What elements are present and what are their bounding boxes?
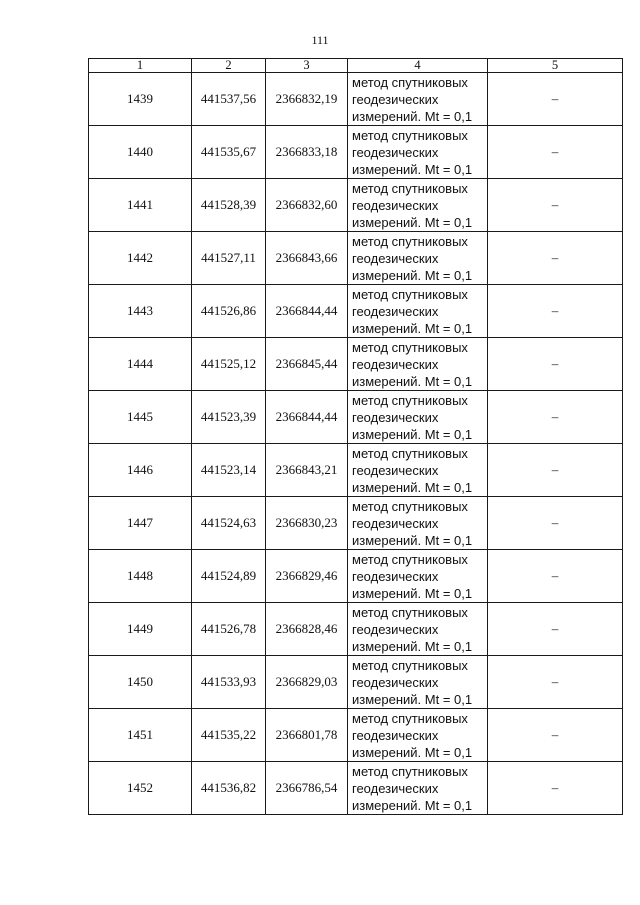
y-coordinate-cell: 2366829,46 [266, 550, 348, 603]
method-line: измерений. Mt = 0,1 [352, 373, 473, 389]
y-coordinate-cell: 2366832,19 [266, 73, 348, 126]
table-row [89, 444, 623, 497]
table-row [89, 179, 623, 232]
description-cell: – [488, 656, 623, 709]
method-line: геодезических [352, 462, 439, 478]
method-line: геодезических [352, 515, 439, 531]
method-cell [348, 179, 488, 232]
y-coordinate-cell: 2366845,44 [266, 338, 348, 391]
method-line: измерений. Mt = 0,1 [352, 426, 473, 442]
x-coordinate-cell: 441533,93 [192, 656, 266, 709]
point-number-cell: 1442 [89, 232, 192, 285]
method-line: метод спутниковых [352, 604, 468, 620]
y-coordinate-cell: 2366829,03 [266, 656, 348, 709]
column-header: 3 [266, 59, 348, 73]
column-header: 1 [89, 59, 192, 73]
point-number-cell: 1446 [89, 444, 192, 497]
method-cell [348, 762, 488, 815]
column-header: 5 [488, 59, 623, 73]
method-cell [348, 126, 488, 179]
y-coordinate-cell: 2366833,18 [266, 126, 348, 179]
point-number-cell: 1451 [89, 709, 192, 762]
method-line: измерений. Mt = 0,1 [352, 691, 473, 707]
point-number-cell: 1445 [89, 391, 192, 444]
method-line: измерений. Mt = 0,1 [352, 214, 473, 230]
x-coordinate-cell: 441523,14 [192, 444, 266, 497]
y-coordinate-cell: 2366843,66 [266, 232, 348, 285]
method-line: метод спутниковых [352, 286, 468, 302]
coordinates-table [88, 58, 623, 815]
point-number-cell: 1441 [89, 179, 192, 232]
method-cell [348, 285, 488, 338]
method-line: геодезических [352, 409, 439, 425]
table-header-row [89, 59, 623, 73]
description-cell: – [488, 391, 623, 444]
table-row [89, 656, 623, 709]
table-row [89, 232, 623, 285]
description-cell: – [488, 709, 623, 762]
table-row [89, 709, 623, 762]
x-coordinate-cell: 441524,89 [192, 550, 266, 603]
description-cell: – [488, 603, 623, 656]
x-coordinate-cell: 441535,67 [192, 126, 266, 179]
method-line: метод спутниковых [352, 74, 468, 90]
method-line: измерений. Mt = 0,1 [352, 108, 473, 124]
method-cell [348, 656, 488, 709]
table-row [89, 338, 623, 391]
method-line: геодезических [352, 780, 439, 796]
x-coordinate-cell: 441525,12 [192, 338, 266, 391]
x-coordinate-cell: 441526,78 [192, 603, 266, 656]
method-line: геодезических [352, 91, 439, 107]
method-cell [348, 391, 488, 444]
method-line: метод спутниковых [352, 233, 468, 249]
method-line: измерений. Mt = 0,1 [352, 267, 473, 283]
method-cell [348, 444, 488, 497]
point-number-cell: 1450 [89, 656, 192, 709]
table-row [89, 762, 623, 815]
description-cell: – [488, 550, 623, 603]
x-coordinate-cell: 441526,86 [192, 285, 266, 338]
description-cell: – [488, 762, 623, 815]
method-line: измерений. Mt = 0,1 [352, 797, 473, 813]
x-coordinate-cell: 441524,63 [192, 497, 266, 550]
method-line: геодезических [352, 621, 439, 637]
method-line: измерений. Mt = 0,1 [352, 161, 473, 177]
description-cell: – [488, 497, 623, 550]
point-number-cell: 1452 [89, 762, 192, 815]
method-cell [348, 232, 488, 285]
method-line: измерений. Mt = 0,1 [352, 638, 473, 654]
method-cell [348, 550, 488, 603]
x-coordinate-cell: 441523,39 [192, 391, 266, 444]
method-cell [348, 709, 488, 762]
method-line: метод спутниковых [352, 392, 468, 408]
x-coordinate-cell: 441528,39 [192, 179, 266, 232]
method-cell [348, 338, 488, 391]
method-line: метод спутниковых [352, 551, 468, 567]
description-cell: – [488, 444, 623, 497]
method-line: геодезических [352, 144, 439, 160]
method-line: измерений. Mt = 0,1 [352, 479, 473, 495]
description-cell: – [488, 232, 623, 285]
method-line: геодезических [352, 568, 439, 584]
table-row [89, 126, 623, 179]
method-line: геодезических [352, 356, 439, 372]
point-number-cell: 1440 [89, 126, 192, 179]
x-coordinate-cell: 441536,82 [192, 762, 266, 815]
y-coordinate-cell: 2366801,78 [266, 709, 348, 762]
method-line: метод спутниковых [352, 763, 468, 779]
point-number-cell: 1443 [89, 285, 192, 338]
column-header: 2 [192, 59, 266, 73]
table-body [89, 73, 623, 815]
y-coordinate-cell: 2366830,23 [266, 497, 348, 550]
point-number-cell: 1448 [89, 550, 192, 603]
description-cell: – [488, 73, 623, 126]
method-line: измерений. Mt = 0,1 [352, 532, 473, 548]
table-row [89, 285, 623, 338]
method-line: геодезических [352, 250, 439, 266]
table-row [89, 391, 623, 444]
method-line: измерений. Mt = 0,1 [352, 744, 473, 760]
y-coordinate-cell: 2366844,44 [266, 285, 348, 338]
description-cell: – [488, 126, 623, 179]
y-coordinate-cell: 2366786,54 [266, 762, 348, 815]
point-number-cell: 1439 [89, 73, 192, 126]
point-number-cell: 1447 [89, 497, 192, 550]
method-line: геодезических [352, 727, 439, 743]
table-row [89, 497, 623, 550]
method-line: измерений. Mt = 0,1 [352, 585, 473, 601]
point-number-cell: 1444 [89, 338, 192, 391]
method-line: метод спутниковых [352, 710, 468, 726]
method-line: метод спутниковых [352, 339, 468, 355]
column-header: 4 [348, 59, 488, 73]
method-line: геодезических [352, 674, 439, 690]
method-line: геодезических [352, 197, 439, 213]
y-coordinate-cell: 2366828,46 [266, 603, 348, 656]
x-coordinate-cell: 441527,11 [192, 232, 266, 285]
y-coordinate-cell: 2366843,21 [266, 444, 348, 497]
method-line: метод спутниковых [352, 445, 468, 461]
method-cell [348, 73, 488, 126]
y-coordinate-cell: 2366844,44 [266, 391, 348, 444]
x-coordinate-cell: 441535,22 [192, 709, 266, 762]
table-row [89, 603, 623, 656]
point-number-cell: 1449 [89, 603, 192, 656]
method-line: метод спутниковых [352, 180, 468, 196]
page-number: 111 [311, 33, 329, 47]
description-cell: – [488, 338, 623, 391]
description-cell: – [488, 179, 623, 232]
x-coordinate-cell: 441537,56 [192, 73, 266, 126]
method-line: метод спутниковых [352, 498, 468, 514]
method-line: метод спутниковых [352, 127, 468, 143]
method-line: метод спутниковых [352, 657, 468, 673]
method-line: измерений. Mt = 0,1 [352, 320, 473, 336]
table-row [89, 73, 623, 126]
method-line: геодезических [352, 303, 439, 319]
method-cell [348, 497, 488, 550]
method-cell [348, 603, 488, 656]
y-coordinate-cell: 2366832,60 [266, 179, 348, 232]
table-row [89, 550, 623, 603]
description-cell: – [488, 285, 623, 338]
